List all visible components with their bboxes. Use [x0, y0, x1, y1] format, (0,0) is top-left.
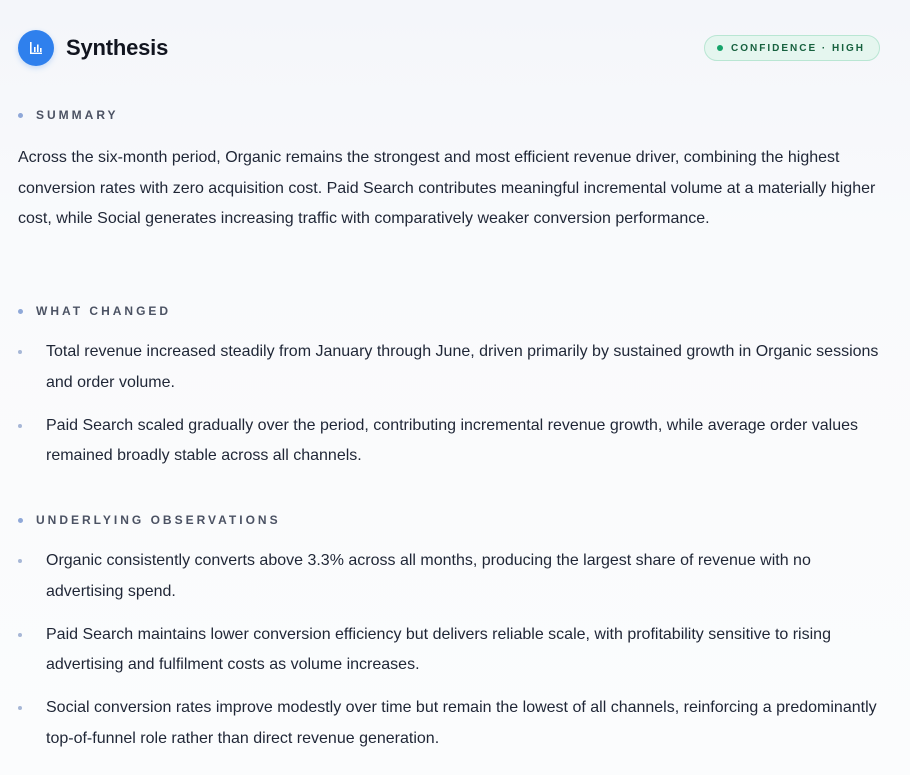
section-bullet-icon [18, 518, 23, 523]
list-item [18, 337, 880, 398]
list-item-text: Organic consistently converts above 3.3% across all months, producing the largest share of revenue with no advertising spend. [46, 552, 811, 600]
status-dot-icon [717, 45, 723, 51]
bullet-icon [18, 706, 22, 710]
title-group [18, 30, 168, 66]
what-changed-section-label [18, 304, 171, 318]
confidence-badge [704, 35, 880, 61]
header [18, 29, 880, 67]
list-item [18, 693, 880, 754]
list-item [18, 411, 880, 472]
list-item-text: Paid Search maintains lower conversion efficiency but delivers reliable scale, with profitability sensitive to rising advertising and fulfilment costs as volume increases. [46, 625, 831, 673]
confidence-badge-label: CONFIDENCE · HIGH [731, 42, 865, 54]
summary-heading: SUMMARY [36, 108, 119, 122]
observations-heading: UNDERLYING OBSERVATIONS [36, 513, 281, 527]
bullet-icon [18, 424, 22, 428]
list-item-text: Social conversion rates improve modestly over time but remain the lowest of all channels, reinforcing a predominantly top-of-funnel role rather than direct revenue generation. [46, 699, 877, 747]
section-bullet-icon [18, 113, 23, 118]
list-item-text: Total revenue increased steadily from January through June, driven primarily by sustained growth in Organic sessions and order volume. [46, 343, 879, 391]
page-title: Synthesis [66, 35, 169, 60]
summary-section-label [18, 108, 119, 122]
observations-section-label [18, 513, 281, 527]
what-changed-heading: WHAT CHANGED [36, 304, 172, 318]
what-changed-list [18, 337, 880, 484]
list-item-text: Paid Search scaled gradually over the period, contributing incremental revenue growth, while average order values remained broadly stable across all channels. [46, 416, 859, 464]
observations-list [18, 546, 880, 767]
list-item [18, 546, 880, 607]
bar-chart-icon [18, 30, 54, 66]
bullet-icon [18, 633, 22, 637]
list-item [18, 620, 880, 681]
bullet-icon [18, 559, 22, 563]
section-bullet-icon [18, 309, 23, 314]
bullet-icon [18, 350, 22, 354]
summary-text: Across the six-month period, Organic remains the strongest and most efficient revenue driver, combining the highest conversion rates with zero acquisition cost. Paid Search contributes meaningful incremental volume at a materially higher cost, while Social generates increasing traffic with comparatively weaker conversion performance. [18, 149, 876, 227]
